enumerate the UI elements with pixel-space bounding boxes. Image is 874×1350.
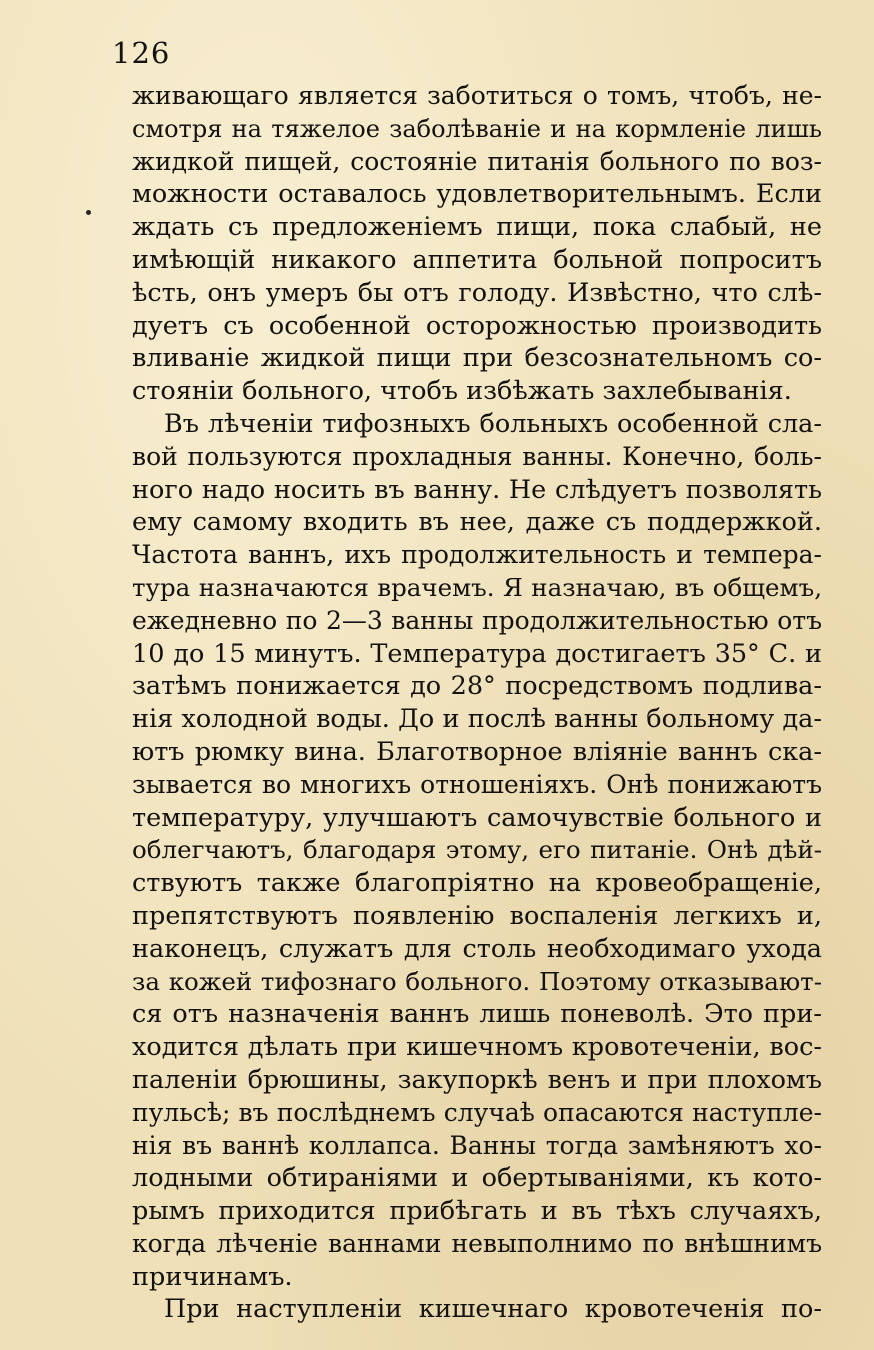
body-text (132, 80, 822, 1326)
text-line: наконецъ, служатъ для столь необходимаго ухода (132, 933, 822, 964)
text-line: ѣсть, онъ умеръ бы отъ голоду. Извѣстно, что слѣ- (132, 277, 822, 308)
margin-mark (86, 210, 91, 215)
text-line: смотря на тяжелое заболѣваніе и на кормленіе лишь (132, 114, 822, 143)
text-line: облегчаютъ, благодаря этому, его питаніе. Онѣ дѣй- (132, 835, 822, 865)
text-line: можности оставалось удовлетворительнымъ. Если (132, 179, 822, 210)
text-line: стояніи больного, чтобъ избѣжать захлебыванія. (132, 376, 792, 407)
text-line: препятствуютъ появленію воспаленія легкихъ и, (132, 900, 822, 931)
text-line: ждать съ предложеніемъ пищи, пока слабый, не (132, 212, 822, 243)
text-line: жидкой пищей, состояніе питанія больного по воз- (132, 146, 822, 176)
text-line: ему самому входить въ нее, даже съ поддержкой. (132, 507, 822, 538)
text-line: затѣмъ понижается до 28° посредствомъ подлива- (132, 671, 822, 702)
text-line: Въ лѣченіи тифозныхъ больныхъ особенной сла- (164, 408, 822, 439)
text-line: нія холодной воды. До и послѣ ванны больному да- (132, 704, 822, 735)
text-line: рымъ приходится прибѣгать и въ тѣхъ случаяхъ, (132, 1196, 822, 1227)
text-line: нія въ ваннѣ коллапса. Ванны тогда замѣняютъ хо- (132, 1130, 822, 1160)
text-line: живающаго является заботиться о томъ, чтобъ, не- (132, 81, 822, 110)
text-line: зывается во многихъ отношеніяхъ. Онѣ понижаютъ (132, 769, 822, 799)
text-line: за кожей тифознаго больного. Поэтому отказывают- (132, 966, 822, 996)
text-line: ного надо носить въ ванну. Не слѣдуетъ позволять (132, 474, 822, 505)
text-line: 10 до 15 минутъ. Температура достигаетъ 35° С. и (132, 638, 822, 669)
text-line: когда лѣченіе ваннами невыполнимо по внѣшнимъ (132, 1228, 822, 1258)
text-line: температуру, улучшаютъ самочувствіе больного и (132, 802, 822, 833)
text-line: При наступленіи кишечнаго кровотеченія по- (164, 1294, 822, 1325)
text-line: дуетъ съ особенной осторожностью производить (132, 310, 822, 341)
text-line: вливаніе жидкой пищи при безсознательномъ со- (132, 343, 822, 374)
text-line: ютъ рюмку вина. Благотворное вліяніе ваннъ ска- (132, 736, 822, 767)
text-line: пульсѣ; въ послѣднемъ случаѣ опасаются наступле- (132, 1097, 822, 1127)
paragraph-3 (132, 1293, 822, 1326)
text-line: вой пользуются прохладныя ванны. Конечно, боль- (132, 441, 822, 471)
text-line: причинамъ. (132, 1261, 293, 1292)
text-line: ся отъ назначенія ваннъ лишь поневолѣ. Это при- (132, 999, 822, 1030)
text-line: ствуютъ также благопріятно на кровеобращеніе, (132, 868, 822, 899)
text-line: паленіи брюшины, закупоркѣ венъ и при плохомъ (132, 1064, 822, 1095)
text-line: тура назначаются врачемъ. Я назначаю, въ общемъ, (132, 572, 822, 602)
text-line: лодными обтираніями и обертываніями, къ кото- (132, 1163, 822, 1194)
text-line: имѣющій никакого аппетита больной попроситъ (132, 244, 822, 275)
page-number: 126 (112, 36, 171, 70)
text-line: ходится дѣлать при кишечномъ кровотеченіи, вос- (132, 1032, 822, 1063)
paragraph-2 (132, 408, 822, 1294)
text-line: ежедневно по 2—3 ванны продолжительностью отъ (132, 605, 822, 635)
paragraph-1 (132, 80, 822, 408)
text-line: Частота ваннъ, ихъ продолжительность и темпера- (132, 540, 822, 570)
